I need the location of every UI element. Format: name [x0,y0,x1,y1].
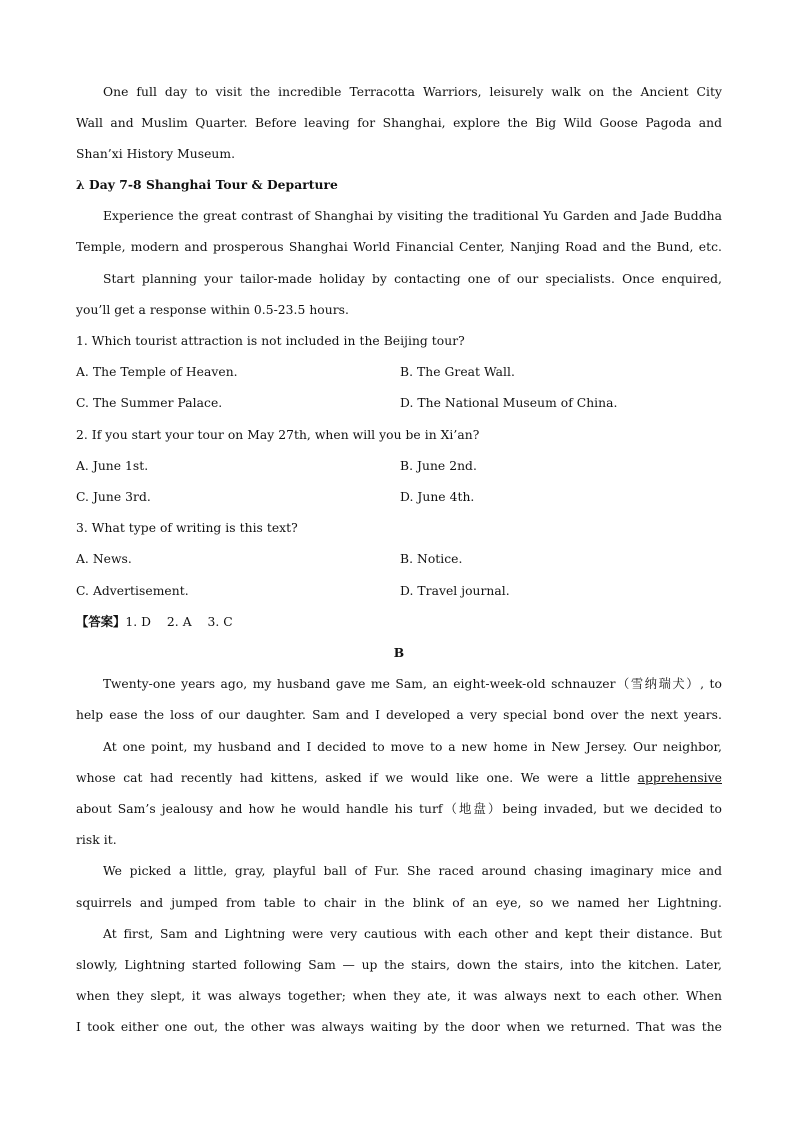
passage-title: B [393,645,405,660]
passage-b-p2-line: risk it. [76,833,117,847]
question-options-row [76,550,722,568]
paragraph-planning-line: Start planning your tailor-made holiday by contacting one of our specialists. Once enquired, [103,272,722,286]
question-options-row [76,488,722,506]
paragraph-day78-line: Experience the great contrast of Shanghai by visiting the traditional Yu Garden and Jade Buddha [103,209,722,223]
option-c: C. Advertisement. [76,584,189,598]
question-options-row [76,394,722,412]
option-a: A. The Temple of Heaven. [76,365,238,379]
option-a: A. June 1st. [76,459,149,473]
option-b: B. The Great Wall. [400,365,515,379]
option-a: A. News. [76,552,132,566]
question-stem: 3. What type of writing is this text? [76,521,298,535]
paragraph-planning-line: you’ll get a response within 0.5-23.5 hours. [76,303,349,317]
passage-b-p2-text: whose cat had recently had kittens, asked if we would like one. We were a little [76,771,638,785]
question-stem: 2. If you start your tour on May 27th, when will you be in Xi’an? [76,428,480,442]
day78-heading: λ Day 7-8 Shanghai Tour & Departure [76,177,338,192]
passage-b-p4-line: At first, Sam and Lightning were very cautious with each other and kept their distance. But [103,927,722,941]
option-b: B. Notice. [400,552,463,566]
passage-b-p2-line: At one point, my husband and I decided to move to a new home in New Jersey. Our neighbor, [103,740,722,754]
option-b: B. June 2nd. [400,459,477,473]
paragraph-day78-line: Temple, modern and prosperous Shanghai World Financial Center, Nanjing Road and the Bund, etc. [76,240,722,254]
passage-b-p4-line: I took either one out, the other was always waiting by the door when we returned. That was the [76,1020,722,1034]
paragraph-day56-line: One full day to visit the incredible Terracotta Warriors, leisurely walk on the Ancient City [103,85,722,99]
option-c: C. June 3rd. [76,490,151,504]
option-d: D. Travel journal. [400,584,510,598]
passage-b-p4-line: slowly, Lightning started following Sam — up the stairs, down the stairs, into the kitchen. Later, [76,958,722,972]
question-options-row [76,457,722,475]
question-options-row [76,363,722,381]
option-c: C. The Summer Palace. [76,396,223,410]
answer-key [76,613,722,631]
question-options-row [76,582,722,600]
passage-b-p1-line: help ease the loss of our daughter. Sam and I developed a very special bond over the next years. [76,708,722,722]
paragraph-day56-line: Wall and Muslim Quarter. Before leaving for Shanghai, explore the Big Wild Goose Pagoda and [76,116,722,130]
passage-b-p1-line: Twenty-one years ago, my husband gave me Sam, an eight-week-old schnauzer（雪纳瑞犬）, to [103,677,722,691]
answer-text: 1. D 2. A 3. C [125,615,233,629]
passage-b-p2-line: about Sam’s jealousy and how he would handle his turf（地盘）being invaded, but we decided to [76,802,722,816]
paragraph-day56-line: Shan’xi History Museum. [76,147,236,161]
option-d: D. June 4th. [400,490,475,504]
answer-label: 【答案】 [76,614,126,629]
underlined-word: apprehensive [637,771,722,785]
question-stem: 1. Which tourist attraction is not included in the Beijing tour? [76,334,465,348]
option-d: D. The National Museum of China. [400,396,618,410]
passage-b-p3-line: squirrels and jumped from table to chair in the blink of an eye, so we named her Lightning. [76,896,722,910]
passage-b-p2-line [76,769,722,787]
passage-b-p3-line: We picked a little, gray, playful ball of Fur. She raced around chasing imaginary mice and [103,864,722,878]
passage-b-p4-line: when they slept, it was always together; when they ate, it was always next to each other. When [76,989,722,1003]
